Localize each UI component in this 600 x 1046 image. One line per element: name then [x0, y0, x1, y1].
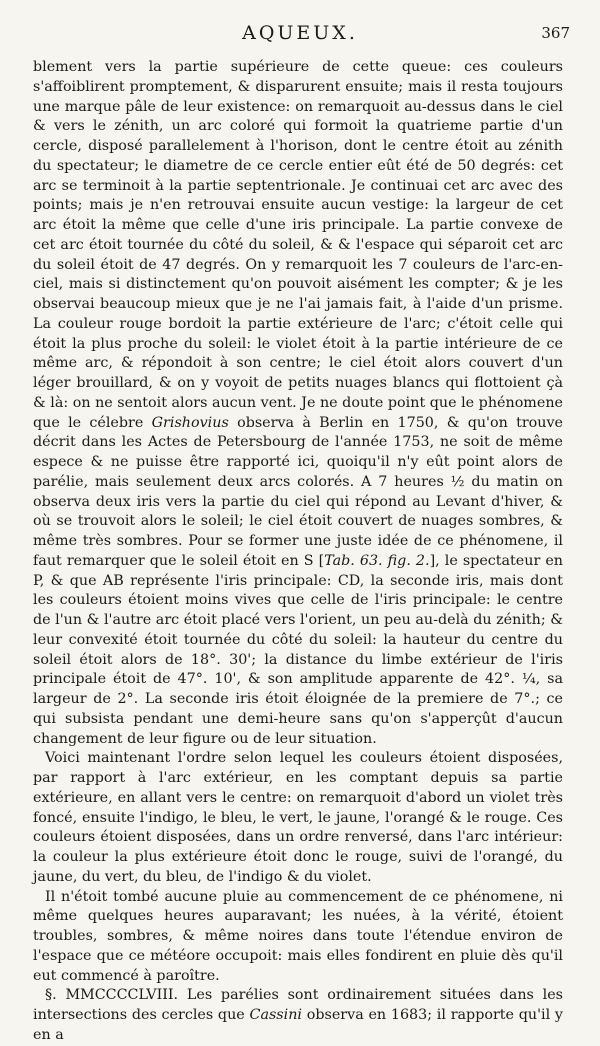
text-run: ], le spectateur en P, & que AB représente l'iris principale: CD, la seconde iris, mais dont les couleurs étoient moins vives que celle de l'iris principale: le centre de l'un & l'autre arc étoit placé vers l'orient, un peu au-delà du zénith; & leur convexité étoit tournée du côté du soleil: la hauteur du centre du soleil étoit alors de 18°. 30'; la distance du limbe extérieur de l'iris principale étoit de 47°. 10', & son amplitude apparente de 42°. ¼, sa largeur de 2°. La seconde iris étoit éloignée de la premiere de 7°.; ce qui subsista pendant une demi-heure sans qu'on s'apperçût d'aucun changement de leur figure ou de leur situation.: [33, 552, 564, 747]
paragraph: [33, 749, 563, 887]
paragraph: [33, 986, 563, 1045]
text-run: blement vers la partie supérieure de cette queue: ces couleurs s'affoiblirent promptement, & disparurent ensuite; mais il resta toujours une marque pâle de leur existence: on remarquoit au-dessus dans le ciel & vers le zénith, un arc coloré qui formoit la quatrieme partie d'un cercle, disposé parallelement à l'horison, dont le centre étoit au zénith du spectateur; le diametre de ce cercle entier eût été de 50 degrés: cet arc se terminoit à la partie septentrionale. Je continuai cet arc avec des points; mais je n'en retrouvai ensuite aucun vestige: la largeur de cet arc étoit la même que celle d'une iris principale. La partie convexe de cet arc étoit tournée du côté du soleil, & & l'espace qui séparoit cet arc du soleil étoit de 47 degrés. On y remarquoit les 7 couleurs de l'arc-en-ciel, mais si distinctement qu'on pouvoit aisément les compter; & je les observai beaucoup mieux que je ne l'ai jamais fait, à l'aide d'un prisme. La couleur rouge bordoit la partie extérieure de l'arc; c'étoit celle qui étoit la plus proche du soleil: le violet étoit à la partie intérieure de ce même arc, & répondoit à son centre; le ciel étoit alors couvert d'un léger brouillard, & on y voyoit de petits nuages blancs qui flottoient çà & là: on ne sentoit alors aucun vent. Je ne doute point que le phénomene que le célebre: [33, 59, 563, 431]
body-text: [33, 58, 563, 1046]
text-run: observa en 1683; il rapporte qu'il y en a: [33, 1007, 563, 1043]
italic-text: Tab. 63. fig. 2.: [324, 552, 430, 569]
page-number: 367: [541, 24, 570, 42]
italic-text: Cassini: [249, 1007, 302, 1023]
text-run: §. MMCCCCLVIII. Les parélies sont ordinairement situées dans les intersections des cercles que: [33, 987, 563, 1023]
running-title: AQUEUX.: [242, 22, 358, 44]
paragraph: [33, 888, 563, 987]
running-head: [0, 22, 600, 48]
text-run: observa à Berlin en 1750, & qu'on trouve décrit dans les Actes de Petersbourg de l'année 1753, ne soit de même espece & ne puisse être rapporté ici, quoiqu'il n'y eût point alors de parélie, mais seulement deux arcs colorés. A 7 heures ½ du matin on observa deux iris vers la partie du ciel qui répond au Levant d'hiver, & où se trouvoit alors le soleil; le ciel étoit couvert de nuages sombres, & même très sombres. Pour se former une juste idée de ce phénomene, il faut remarquer que le soleil étoit en S [: [33, 414, 564, 569]
text-run: Voici maintenant l'ordre selon lequel les couleurs étoient disposées, par rapport à l'arc extérieur, en les comptant depuis sa partie extérieure, en allant vers le centre: on remarquoit d'abord un violet très foncé, ensuite l'indigo, le bleu, le vert, le jaune, l'orangé & le rouge. Ces couleurs étoient disposées, dans un ordre renversé, dans l'arc intérieur: la couleur la plus extérieure étoit donc le rouge, suivi de l'orangé, du jaune, du vert, du bleu, de l'indigo & du violet.: [33, 750, 563, 885]
italic-text: Grishovius: [151, 414, 229, 431]
paragraph: [33, 58, 563, 749]
text-run: Il n'étoit tombé aucune pluie au commencement de ce phénomene, ni même quelques heures auparavant; les nuées, à la vérité, étoient troubles, sombres, & même noires dans toute l'étendue environ de l'espace que ce météore occupoit: mais elles fondirent en pluie dès qu'il eut commencé à paroître.: [33, 888, 563, 984]
